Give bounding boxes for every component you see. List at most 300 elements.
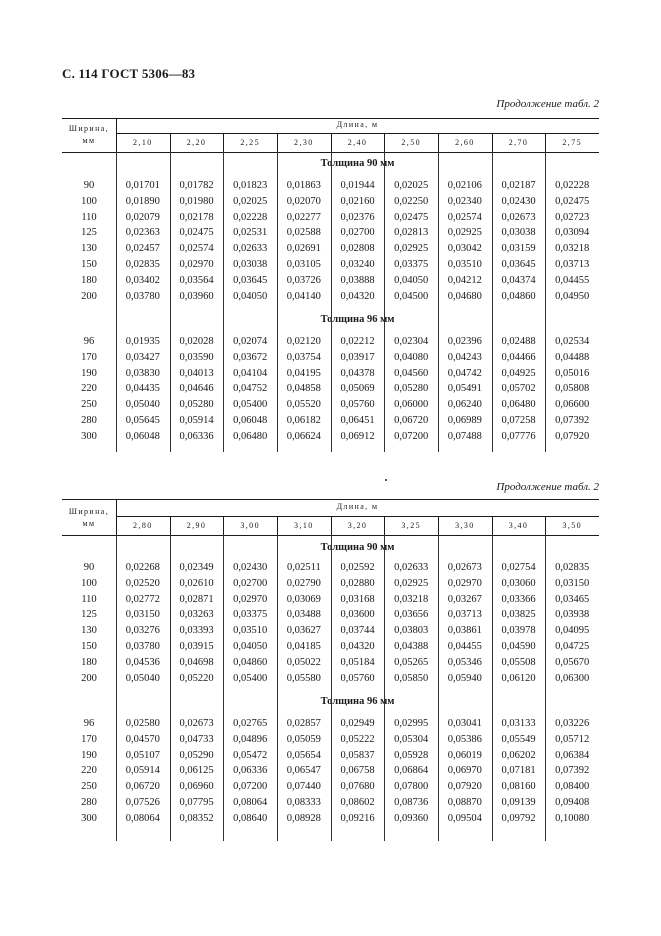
column-divider: [492, 516, 493, 535]
volume-cell: 0,03218: [394, 593, 429, 605]
volume-cell: 0,02277: [286, 211, 321, 223]
volume-cell: 0,02396: [447, 336, 482, 347]
volume-cell: 0,01980: [179, 195, 214, 207]
row-width: 250: [81, 399, 97, 411]
volume-cell: 0,02511: [286, 562, 321, 573]
volume-cell: 0,02673: [501, 211, 536, 223]
length-column-head: 2,90: [186, 521, 207, 530]
volume-cell: 0,03978: [501, 625, 536, 637]
volume-cell: 0,05645: [125, 414, 160, 426]
volume-cell: 0,06547: [286, 765, 321, 777]
volume-cell: 0,02120: [286, 336, 321, 347]
volume-cell: 0,03780: [125, 640, 160, 652]
volume-cell: 0,06624: [286, 430, 321, 442]
volume-cell: 0,02691: [286, 243, 321, 255]
volume-cell: 0,03038: [501, 227, 536, 239]
width-header-unit: мм: [82, 519, 96, 528]
volume-cell: 0,02925: [394, 577, 429, 589]
volume-cell: 0,02228: [555, 180, 590, 191]
volume-cell: 0,02475: [394, 211, 429, 223]
volume-cell: 0,03600: [340, 609, 375, 621]
volume-cell: 0,02673: [447, 562, 482, 573]
volume-cell: 0,03917: [340, 351, 375, 363]
body-column-divider: [116, 152, 117, 452]
volume-cell: 0,03041: [447, 718, 482, 729]
volume-cell: 0,02790: [286, 577, 321, 589]
volume-cell: 0,06120: [501, 672, 536, 684]
volume-cell: 0,05549: [501, 733, 536, 745]
volume-cell: 0,03276: [125, 625, 160, 637]
volume-cell: 0,03393: [179, 625, 214, 637]
volume-cell: 0,03825: [501, 609, 536, 621]
width-header-label: Ширина,: [68, 124, 110, 133]
volume-cell: 0,04374: [501, 274, 536, 286]
volume-cell: 0,04013: [179, 367, 214, 379]
volume-cell: 0,03861: [447, 625, 482, 637]
continuation-note-2: Продолжение табл. 2: [496, 481, 599, 493]
volume-cell: 0,04050: [394, 274, 429, 286]
volume-cell: 0,03069: [286, 593, 321, 605]
row-width: 200: [81, 672, 97, 684]
volume-cell: 0,02079: [125, 211, 160, 223]
volume-cell: 0,03375: [233, 609, 268, 621]
body-column-divider: [277, 535, 278, 841]
volume-cell: 0,05940: [447, 672, 482, 684]
volume-cell: 0,03510: [233, 625, 268, 637]
row-width: 170: [81, 351, 97, 363]
volume-cell: 0,02376: [340, 211, 375, 223]
volume-cell: 0,04590: [501, 640, 536, 652]
volume-cell: 0,08928: [286, 812, 321, 824]
volume-cell: 0,06912: [340, 430, 375, 442]
width-header-unit: мм: [82, 136, 96, 145]
volume-cell: 0,07200: [233, 781, 268, 793]
volume-cell: 0,04680: [447, 290, 482, 302]
volume-cell: 0,05069: [340, 383, 375, 395]
volume-cell: 0,06240: [447, 399, 482, 411]
volume-cell: 0,02772: [125, 593, 160, 605]
section-title-90: Толщина 90 мм: [320, 542, 395, 553]
volume-cell: 0,09139: [501, 796, 536, 808]
row-width: 200: [81, 290, 97, 302]
volume-cell: 0,05290: [179, 749, 214, 761]
volume-cell: 0,01890: [125, 195, 160, 207]
volume-cell: 0,04858: [286, 383, 321, 395]
volume-cell: 0,05472: [233, 749, 268, 761]
volume-cell: 0,08160: [501, 781, 536, 793]
volume-cell: 0,07488: [447, 430, 482, 442]
volume-cell: 0,03168: [340, 593, 375, 605]
volume-cell: 0,04742: [447, 367, 482, 379]
volume-cell: 0,06125: [179, 765, 214, 777]
row-width: 220: [81, 383, 97, 395]
volume-cell: 0,05059: [286, 733, 321, 745]
volume-cell: 0,03150: [125, 609, 160, 621]
volume-cell: 0,03938: [555, 609, 590, 621]
volume-cell: 0,04455: [555, 274, 590, 286]
column-divider: [223, 516, 224, 535]
volume-cell: 0,04195: [286, 367, 321, 379]
volume-cell: 0,06336: [233, 765, 268, 777]
volume-cell: 0,05304: [394, 733, 429, 745]
body-column-divider: [170, 152, 171, 452]
volume-cell: 0,02250: [394, 195, 429, 207]
length-column-head: 2,25: [240, 138, 260, 147]
length-column-head: 3,00: [240, 521, 260, 530]
volume-cell: 0,03133: [501, 718, 536, 729]
length-column-head: 2,20: [186, 138, 207, 147]
body-column-divider: [545, 152, 546, 452]
column-divider: [170, 133, 171, 152]
column-divider: [331, 516, 332, 535]
volume-cell: 0,02700: [233, 577, 268, 589]
volume-cell: 0,07920: [555, 430, 590, 442]
volume-cell: 0,02610: [179, 577, 214, 589]
volume-cell: 0,03564: [179, 274, 214, 286]
volume-cell: 0,07181: [501, 765, 536, 777]
volume-cell: 0,02106: [447, 180, 482, 191]
volume-cell: 0,05220: [179, 672, 214, 684]
column-divider: [545, 133, 546, 152]
volume-cell: 0,06970: [447, 765, 482, 777]
volume-cell: 0,04860: [501, 290, 536, 302]
volume-cell: 0,06600: [555, 399, 590, 411]
row-width: 280: [81, 796, 97, 808]
volume-cell: 0,08870: [447, 796, 482, 808]
volume-cell: 0,03590: [179, 351, 214, 363]
volume-cell: 0,02070: [286, 195, 321, 207]
volume-cell: 0,03645: [233, 274, 268, 286]
volume-cell: 0,07680: [340, 781, 375, 793]
volume-cell: 0,03510: [447, 258, 482, 270]
volume-cell: 0,03780: [125, 290, 160, 302]
volume-cell: 0,04435: [125, 383, 160, 395]
volume-cell: 0,09216: [340, 812, 375, 824]
row-width: 150: [81, 258, 97, 270]
volume-cell: 0,02340: [447, 195, 482, 207]
volume-cell: 0,03627: [286, 625, 321, 637]
volume-cell: 0,04466: [501, 351, 536, 363]
volume-cell: 0,08064: [125, 812, 160, 824]
column-divider: [277, 516, 278, 535]
volume-cell: 0,02430: [233, 562, 268, 573]
volume-cell: 0,05914: [179, 414, 214, 426]
volume-cell: 0,08333: [286, 796, 321, 808]
volume-cell: 0,09360: [394, 812, 429, 824]
volume-cell: 0,03656: [394, 609, 429, 621]
row-width: 110: [81, 593, 97, 605]
section-title-96: Толщина 96 мм: [320, 696, 395, 707]
volume-cell: 0,04950: [555, 290, 590, 302]
volume-cell: 0,09504: [447, 812, 482, 824]
volume-cell: 0,04050: [233, 290, 268, 302]
body-column-divider: [438, 152, 439, 452]
row-width: 190: [81, 749, 97, 761]
volume-cell: 0,04752: [233, 383, 268, 395]
volume-cell: 0,02028: [179, 336, 214, 347]
volume-cell: 0,04570: [125, 733, 160, 745]
body-column-divider: [492, 152, 493, 452]
body-column-divider: [223, 152, 224, 452]
volume-cell: 0,03366: [501, 593, 536, 605]
volume-cell: 0,02835: [125, 258, 160, 270]
volume-cell: 0,05280: [179, 399, 214, 411]
volume-cell: 0,07526: [125, 796, 160, 808]
volume-cell: 0,06019: [447, 749, 482, 761]
volume-cell: 0,01944: [340, 180, 375, 191]
volume-cell: 0,02970: [447, 577, 482, 589]
column-divider: [545, 516, 546, 535]
volume-cell: 0,03960: [179, 290, 214, 302]
volume-cell: 0,04488: [555, 351, 590, 363]
volume-cell: 0,08602: [340, 796, 375, 808]
volume-cell: 0,04104: [233, 367, 268, 379]
volume-cell: 0,05491: [447, 383, 482, 395]
volume-cell: 0,06451: [340, 414, 375, 426]
volume-cell: 0,08400: [555, 781, 590, 793]
volume-cell: 0,03226: [555, 718, 590, 729]
row-width: 170: [81, 733, 97, 745]
volume-cell: 0,09792: [501, 812, 536, 824]
volume-cell: 0,02268: [125, 562, 160, 573]
volume-cell: 0,05400: [233, 399, 268, 411]
volume-cell: 0,07440: [286, 781, 321, 793]
volume-cell: 0,02534: [555, 336, 590, 347]
volume-cell: 0,02808: [340, 243, 375, 255]
column-divider: [384, 516, 385, 535]
volume-cell: 0,02588: [286, 227, 321, 239]
volume-cell: 0,06480: [233, 430, 268, 442]
volume-cell: 0,04536: [125, 656, 160, 668]
volume-cell: 0,05712: [555, 733, 590, 745]
volume-cell: 0,02430: [501, 195, 536, 207]
volume-cell: 0,06048: [233, 414, 268, 426]
volume-cell: 0,02835: [555, 562, 590, 573]
volume-cell: 0,02574: [447, 211, 482, 223]
volume-cell: 0,01701: [125, 180, 160, 191]
volume-cell: 0,05702: [501, 383, 536, 395]
row-width: 125: [81, 609, 97, 621]
row-width: 100: [81, 577, 97, 589]
volume-cell: 0,04320: [340, 290, 375, 302]
volume-cell: 0,07392: [555, 414, 590, 426]
volume-cell: 0,05184: [340, 656, 375, 668]
volume-cell: 0,03713: [447, 609, 482, 621]
volume-cell: 0,08736: [394, 796, 429, 808]
volume-cell: 0,02520: [125, 577, 160, 589]
volume-cell: 0,06048: [125, 430, 160, 442]
volume-cell: 0,04243: [447, 351, 482, 363]
column-divider: [170, 516, 171, 535]
volume-cell: 0,06960: [179, 781, 214, 793]
length-column-head: 2,50: [401, 138, 421, 147]
volume-cell: 0,05928: [394, 749, 429, 761]
continuation-note-1: Продолжение табл. 2: [496, 98, 599, 110]
volume-cell: 0,06720: [125, 781, 160, 793]
width-header-label: Ширина,: [68, 507, 110, 516]
page-header: С. 114 ГОСТ 5306—83: [62, 66, 196, 81]
volume-cell: 0,02475: [555, 195, 590, 207]
body-column-divider: [170, 535, 171, 841]
volume-cell: 0,02475: [179, 227, 214, 239]
volume-cell: 0,07200: [394, 430, 429, 442]
volume-cell: 0,04896: [233, 733, 268, 745]
volume-cell: 0,02995: [394, 718, 429, 729]
volume-cell: 0,04860: [233, 656, 268, 668]
volume-cell: 0,04095: [555, 625, 590, 637]
volume-cell: 0,02160: [340, 195, 375, 207]
row-width: 130: [81, 625, 97, 637]
data-table-2: [62, 499, 599, 844]
volume-cell: 0,02813: [394, 227, 429, 239]
volume-cell: 0,05520: [286, 399, 321, 411]
length-header: Длина, м: [336, 502, 379, 511]
volume-cell: 0,03830: [125, 367, 160, 379]
volume-cell: 0,05508: [501, 656, 536, 668]
volume-cell: 0,05040: [125, 672, 160, 684]
volume-cell: 0,04050: [233, 640, 268, 652]
volume-cell: 0,02363: [125, 227, 160, 239]
column-divider: [438, 133, 439, 152]
row-width: 180: [81, 274, 97, 286]
volume-cell: 0,01823: [233, 180, 268, 191]
volume-cell: 0,02673: [179, 718, 214, 729]
row-width: 180: [81, 656, 97, 668]
volume-cell: 0,02178: [179, 211, 214, 223]
volume-cell: 0,02349: [179, 562, 214, 573]
volume-cell: 0,02457: [125, 243, 160, 255]
volume-cell: 0,04646: [179, 383, 214, 395]
volume-cell: 0,02754: [501, 562, 536, 573]
column-divider: [331, 133, 332, 152]
volume-cell: 0,04455: [447, 640, 482, 652]
volume-cell: 0,03159: [501, 243, 536, 255]
volume-cell: 0,02857: [286, 718, 321, 729]
volume-cell: 0,07795: [179, 796, 214, 808]
body-column-divider: [277, 152, 278, 452]
volume-cell: 0,04925: [501, 367, 536, 379]
volume-cell: 0,03754: [286, 351, 321, 363]
volume-cell: 0,07920: [447, 781, 482, 793]
volume-cell: 0,05837: [340, 749, 375, 761]
volume-cell: 0,07776: [501, 430, 536, 442]
volume-cell: 0,03240: [340, 258, 375, 270]
volume-cell: 0,03402: [125, 274, 160, 286]
volume-cell: 0,08640: [233, 812, 268, 824]
row-width: 100: [81, 195, 97, 207]
volume-cell: 0,05280: [394, 383, 429, 395]
volume-cell: 0,04212: [447, 274, 482, 286]
volume-cell: 0,03672: [233, 351, 268, 363]
volume-cell: 0,06720: [394, 414, 429, 426]
width-header: [62, 123, 116, 147]
volume-cell: 0,02212: [340, 336, 375, 347]
length-column-head: 2,10: [133, 138, 153, 147]
volume-cell: 0,03267: [447, 593, 482, 605]
volume-cell: 0,03427: [125, 351, 160, 363]
volume-cell: 0,04725: [555, 640, 590, 652]
length-header: Длина, м: [336, 120, 379, 129]
row-width: 150: [81, 640, 97, 652]
volume-cell: 0,05346: [447, 656, 482, 668]
row-width: 190: [81, 367, 97, 379]
length-columns: [116, 521, 599, 530]
volume-cell: 0,02574: [179, 243, 214, 255]
volume-cell: 0,03726: [286, 274, 321, 286]
volume-cell: 0,02633: [233, 243, 268, 255]
body-column-divider: [545, 535, 546, 841]
volume-cell: 0,05386: [447, 733, 482, 745]
volume-cell: 0,04140: [286, 290, 321, 302]
length-columns: [116, 138, 599, 147]
volume-cell: 0,08352: [179, 812, 214, 824]
row-width: 110: [81, 211, 97, 223]
volume-cell: 0,03038: [233, 258, 268, 270]
section-title-90: Толщина 90 мм: [320, 158, 395, 169]
volume-cell: 0,03375: [394, 258, 429, 270]
volume-cell: 0,02925: [447, 227, 482, 239]
volume-cell: 0,04388: [394, 640, 429, 652]
row-width: 300: [81, 812, 97, 824]
volume-cell: 0,03150: [555, 577, 590, 589]
volume-cell: 0,06300: [555, 672, 590, 684]
volume-cell: 0,02925: [394, 243, 429, 255]
volume-cell: 0,04733: [179, 733, 214, 745]
volume-cell: 0,03060: [501, 577, 536, 589]
volume-cell: 0,04698: [179, 656, 214, 668]
volume-cell: 0,04185: [286, 640, 321, 652]
volume-cell: 0,03218: [555, 243, 590, 255]
volume-cell: 0,06000: [394, 399, 429, 411]
volume-cell: 0,05107: [125, 749, 160, 761]
row-width: 300: [81, 430, 97, 442]
volume-cell: 0,05654: [286, 749, 321, 761]
body-column-divider: [331, 535, 332, 841]
row-width: 90: [83, 180, 95, 191]
volume-cell: 0,02531: [233, 227, 268, 239]
volume-cell: 0,04080: [394, 351, 429, 363]
volume-cell: 0,03713: [555, 258, 590, 270]
volume-cell: 0,02488: [501, 336, 536, 347]
volume-cell: 0,08064: [233, 796, 268, 808]
volume-cell: 0,05040: [125, 399, 160, 411]
volume-cell: 0,03645: [501, 258, 536, 270]
volume-cell: 0,03803: [394, 625, 429, 637]
volume-cell: 0,02765: [233, 718, 268, 729]
volume-cell: 0,05022: [286, 656, 321, 668]
volume-cell: 0,02025: [233, 195, 268, 207]
volume-cell: 0,02970: [233, 593, 268, 605]
volume-cell: 0,06864: [394, 765, 429, 777]
volume-cell: 0,05265: [394, 656, 429, 668]
volume-cell: 0,03042: [447, 243, 482, 255]
body-column-divider: [116, 535, 117, 841]
length-column-head: 3,50: [562, 521, 583, 530]
section-title-96: Толщина 96 мм: [320, 314, 395, 325]
volume-cell: 0,05914: [125, 765, 160, 777]
volume-cell: 0,07800: [394, 781, 429, 793]
body-column-divider: [438, 535, 439, 841]
volume-cell: 0,05400: [233, 672, 268, 684]
row-width: 220: [81, 765, 97, 777]
volume-cell: 0,06384: [555, 749, 590, 761]
volume-cell: 0,02304: [394, 336, 429, 347]
length-column-head: 2,30: [294, 138, 314, 147]
volume-cell: 0,05760: [340, 672, 375, 684]
length-column-head: 2,75: [562, 138, 583, 147]
body-column-divider: [331, 152, 332, 452]
volume-cell: 0,06758: [340, 765, 375, 777]
